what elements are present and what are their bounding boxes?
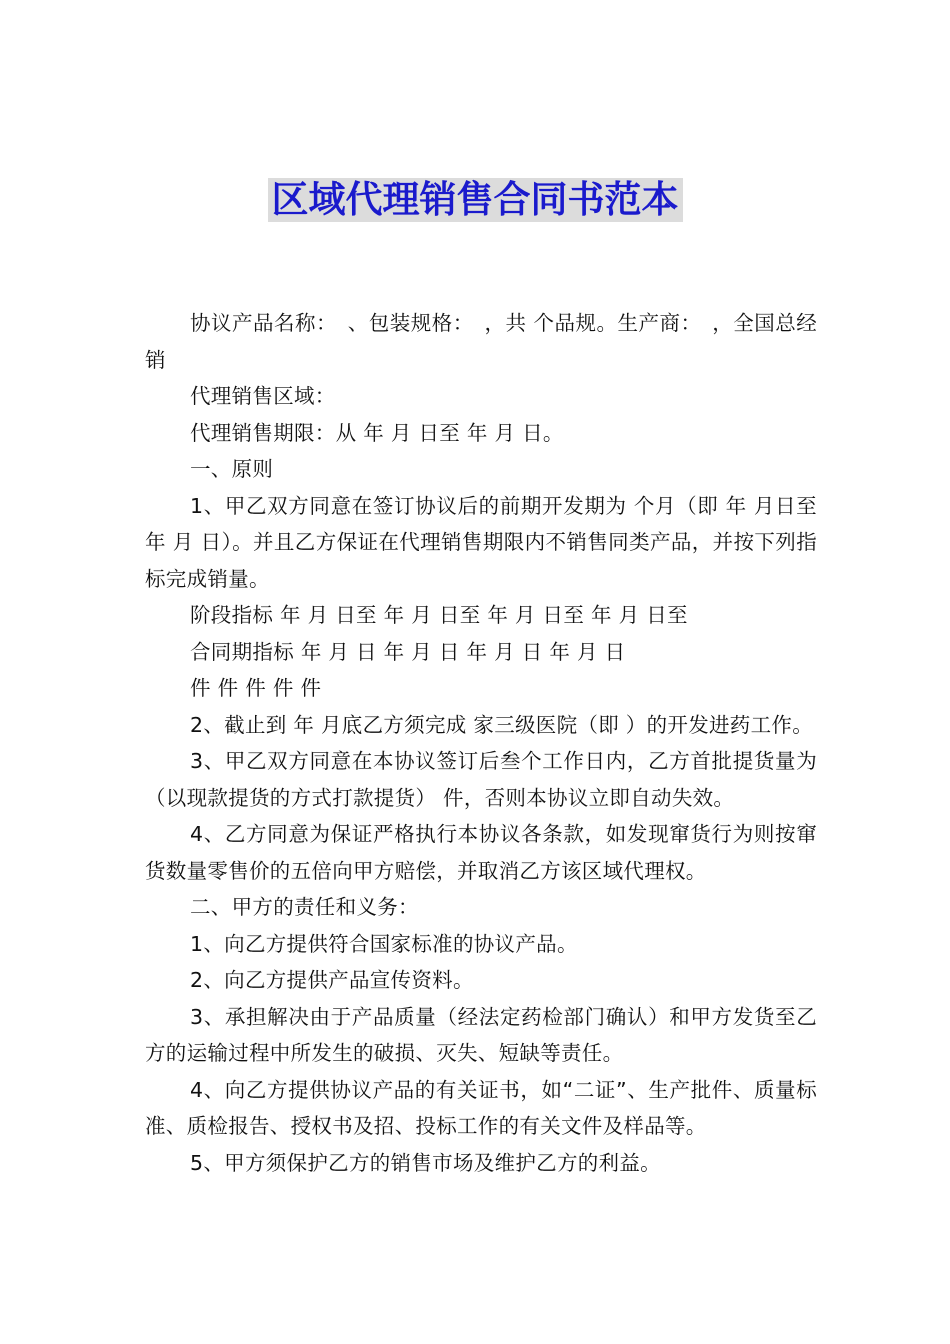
paragraph-principle-1: 1、甲乙双方同意在签订协议后的前期开发期为 个月（即 年 月日至 年 月 日）。并且乙方保证在代理销售期限内不销售同类产品，并按下列指标完成销量。	[145, 493, 817, 591]
paragraph-party-a-duty-3: 3、承担解决由于产品质量（经法定药检部门确认）和甲方发货至乙方的运输过程中所发生的破损、灭失、短缺等责任。	[145, 1004, 817, 1065]
paragraph-principle-4: 4、乙方同意为保证严格执行本协议各条款，如发现窜货行为则按窜货数量零售价的五倍向甲方赔偿，并取消乙方该区域代理权。	[145, 822, 817, 883]
paragraph-principle-2: 2、截止到 年 月底乙方须完成 家三级医院（即 ）的开发进药工作。	[190, 712, 814, 737]
paragraph-party-a-duty-1: 1、向乙方提供符合国家标准的协议产品。	[190, 931, 578, 956]
paragraph-stage-targets: 阶段指标 年 月 日至 年 月 日至 年 月 日至 年 月 日至	[190, 603, 688, 627]
paragraph-principle-3: 3、甲乙双方同意在本协议签订后叁个工作日内，乙方首批提货量为（以现款提货的方式打款提货） 件，否则本协议立即自动失效。	[145, 749, 817, 810]
paragraph-party-a-duty-5: 5、甲方须保护乙方的销售市场及维护乙方的利益。	[190, 1150, 661, 1175]
paragraph-party-a-duty-4: 4、向乙方提供协议产品的有关证书，如“二证”、生产批件、质量标准、质检报告、授权书及招、投标工作的有关文件及样品等。	[145, 1077, 817, 1138]
document-body	[145, 305, 817, 1181]
document-title: 区域代理销售合同书范本	[268, 178, 683, 222]
paragraph-contract-targets: 合同期指标 年 月 日 年 月 日 年 月 日 年 月 日	[190, 639, 626, 664]
section-heading-party-a-duties: 二、甲方的责任和义务：	[190, 895, 419, 919]
paragraph-product-info: 协议产品名称： 、包装规格： ，共 个品规。生产商： ，全国总经销	[145, 311, 817, 372]
paragraph-sales-region: 代理销售区域：	[190, 384, 336, 408]
paragraph-party-a-duty-2: 2、向乙方提供产品宣传资料。	[190, 968, 474, 992]
paragraph-target-units: 件 件 件 件 件	[190, 676, 322, 700]
title-container	[0, 178, 950, 222]
paragraph-sales-period: 代理销售期限：从 年 月 日至 年 月 日。	[190, 420, 564, 445]
section-heading-principles: 一、原则	[190, 457, 274, 481]
